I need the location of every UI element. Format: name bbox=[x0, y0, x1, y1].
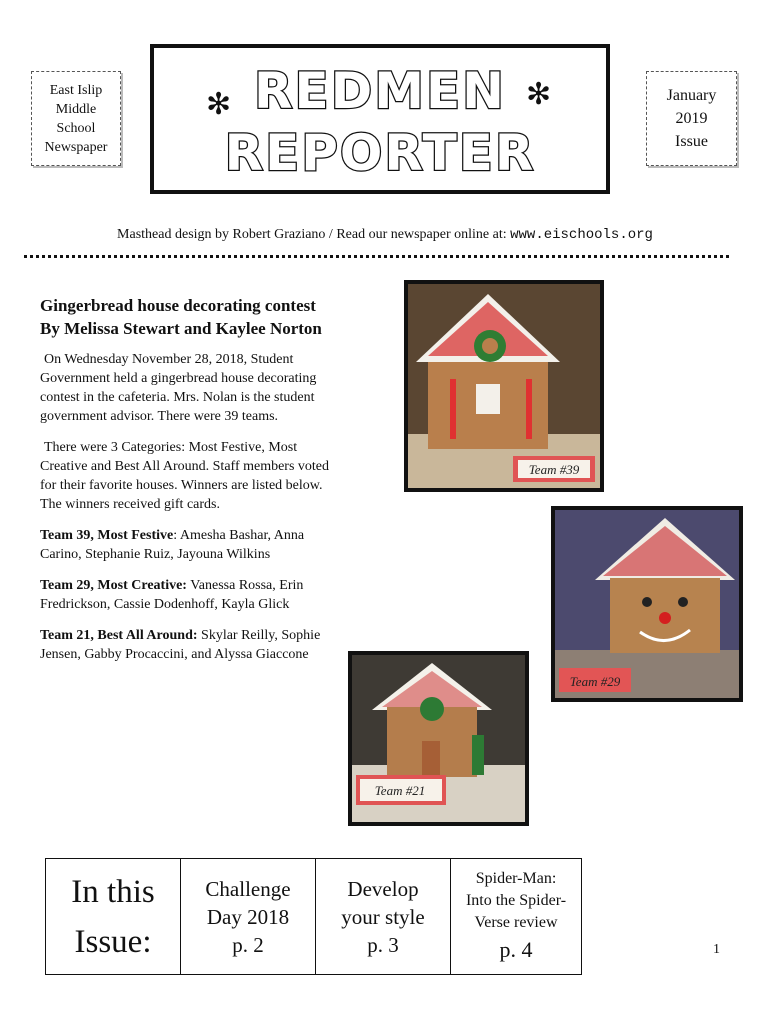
toc-item-title: Spider-Man: bbox=[475, 869, 557, 887]
gingerbread-photo-team-29 bbox=[551, 506, 743, 702]
article-paragraph: There were 3 Categories: Most Festive, Most Creative and Best All Around. Staff members voted for their favorite houses. Winners are listed below. The winners received gift cards. bbox=[40, 440, 330, 512]
photo-label: Team #39 bbox=[528, 462, 580, 477]
toc-item-challenge-day[interactable] bbox=[181, 859, 316, 974]
snowflake-icon: ✻ bbox=[526, 77, 552, 112]
school-name-line: Newspaper bbox=[44, 139, 108, 155]
photo-label: Team #21 bbox=[374, 783, 426, 798]
toc-item-title: Challenge bbox=[205, 876, 291, 901]
toc-item-title: Develop bbox=[347, 876, 419, 901]
toc-heading-line: In this bbox=[71, 873, 155, 910]
toc-item-title: your style bbox=[341, 904, 425, 929]
toc-item-title: Verse review bbox=[474, 913, 558, 931]
gingerbread-photo-team-39 bbox=[404, 280, 604, 492]
winner-names: Vanessa Rossa, Erin Fredrickson, Cassie Dodenhoff, Kayla Glick bbox=[40, 578, 304, 612]
issue-date-box bbox=[646, 71, 737, 166]
credit-text: Masthead design by Robert Graziano / Read our newspaper online at: bbox=[117, 227, 511, 242]
school-name-box bbox=[31, 71, 121, 166]
photo-label: Team #29 bbox=[569, 674, 621, 689]
masthead-credit bbox=[0, 227, 770, 243]
snowflake-icon: ✻ bbox=[206, 87, 232, 122]
article-paragraph: On Wednesday November 28, 2018, Student Government held a gingerbread house decorating contest in the cafeteria. Mrs. Nolan is the student government advisor. There were 39 teams. bbox=[40, 352, 317, 424]
winner-team: Team 21, Best All Around: bbox=[40, 628, 198, 643]
toc-item-title: Into the Spider- bbox=[465, 891, 567, 909]
toc-heading-line: Issue: bbox=[74, 923, 152, 960]
masthead bbox=[150, 44, 610, 194]
issue-date-line: 2019 bbox=[675, 110, 708, 127]
winner-entry bbox=[40, 576, 332, 614]
school-name-line: School bbox=[56, 120, 96, 136]
issue-date-line: Issue bbox=[675, 133, 708, 150]
issue-date-line: January bbox=[666, 87, 717, 104]
masthead-title-line1: REDMEN bbox=[254, 62, 506, 120]
winner-entry bbox=[40, 626, 332, 664]
toc-item-page: p. 4 bbox=[499, 936, 533, 962]
article-title: Gingerbread house decorating contest By Melissa Stewart and Kaylee Norton bbox=[40, 296, 322, 338]
toc-heading bbox=[46, 859, 181, 974]
winner-team: Team 29, Most Creative: bbox=[40, 578, 187, 593]
school-name-line: East Islip bbox=[49, 82, 103, 98]
in-this-issue-table bbox=[45, 858, 582, 975]
gingerbread-photo-team-21 bbox=[348, 651, 529, 826]
toc-item-title: Day 2018 bbox=[206, 904, 290, 929]
article bbox=[40, 294, 332, 676]
toc-item-page: p. 3 bbox=[367, 932, 399, 957]
website-link[interactable]: www.eischools.org bbox=[510, 227, 653, 243]
winner-entry bbox=[40, 526, 332, 564]
winner-team: Team 39, Most Festive bbox=[40, 528, 174, 543]
winner-names: : Amesha Bashar, Anna Carino, Stephanie Ruiz, Jayouna Wilkins bbox=[40, 528, 305, 562]
page-number: 1 bbox=[713, 942, 720, 957]
toc-item-spider-man-review[interactable] bbox=[451, 859, 581, 974]
toc-item-page: p. 2 bbox=[232, 932, 264, 957]
winner-names: Skylar Reilly, Sophie Jensen, Gabby Procaccini, and Alyssa Giaccone bbox=[40, 628, 321, 662]
toc-item-develop-your-style[interactable] bbox=[316, 859, 451, 974]
dotted-divider bbox=[24, 255, 729, 258]
school-name-line: Middle bbox=[55, 101, 97, 117]
masthead-title-line2: REPORTER bbox=[224, 124, 536, 182]
